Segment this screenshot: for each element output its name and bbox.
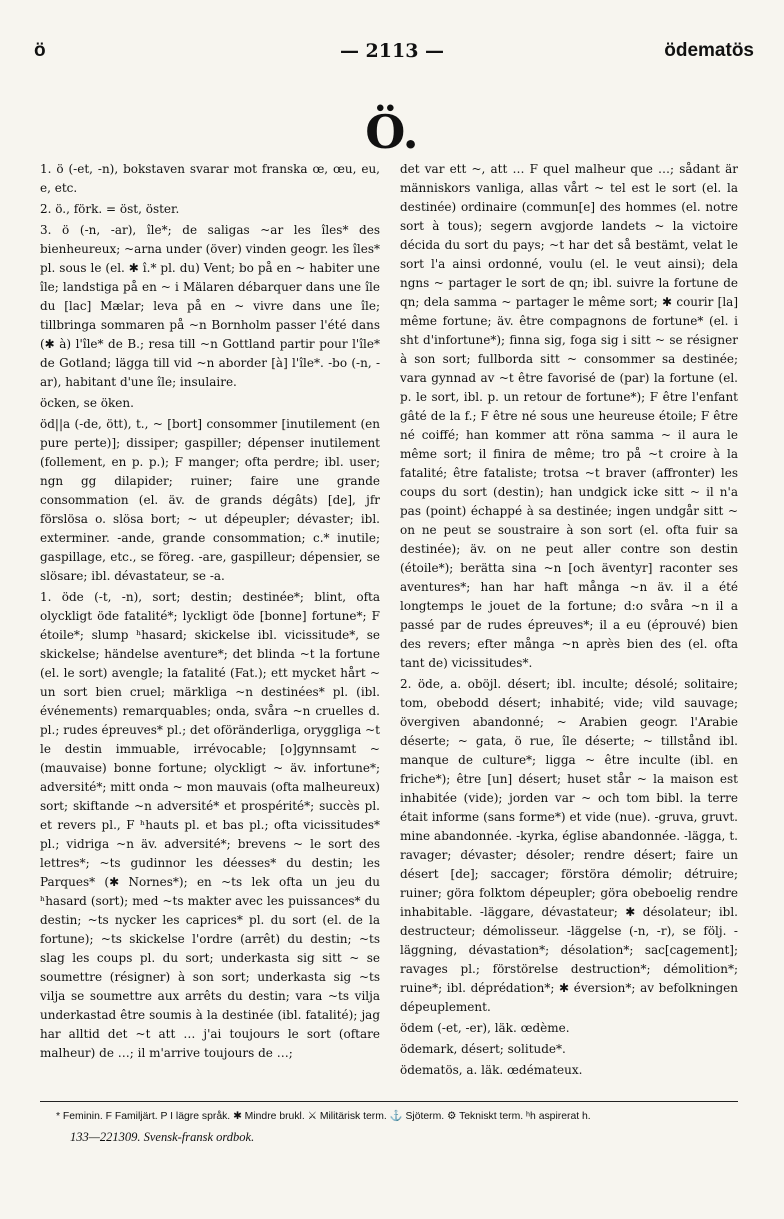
entry: ödemark, désert; solitude*. <box>400 1042 566 1056</box>
header-page-number: — 2113 — <box>339 40 445 62</box>
entry: 2. ö., förk. = öst, öster. <box>40 202 180 216</box>
entry: öd||a (-de, ött), t., ~ [bort] consommer [inutilement (en pure perte)]; dissiper; gaspiller; dépenser inutilement (follement, en p. p.); F manger; ofta perdre; ibl. user; ngn gg dilapider; ruiner; faire une grande consommation (el. äv. de grands dégâts) [de], jfr förslösa o. slösa bort; ~ ut dépeupler; dévaster; ibl. exterminer. -ande, grande consommation; c.* inutile; gaspillage, etc., se föreg. -are, gaspilleur; dépensier, se slösare; ibl. dévastateur, se -a. <box>40 417 380 583</box>
section-letter: Ö. <box>365 105 419 159</box>
entry: 3. ö (-n, -ar), île*; de saligas ~ar les îles* des bienheureux; ~arna under (över) vinden geogr. les îles* pl. sous le (el. ✱ î.* pl. du) Vent; bo på en ~ habiter une île; landstiga på en ~ i Mälaren débarquer dans une île du [lac] Mælar; leva på en ~ vivre dans une île; tillbringa sommaren på ~n Bornholm passer l'été dans (✱ à) l'île* de B.; resa till ~n Gottland partir pour l'île* de Gotland; lägga till vid ~n aborder [à] l'île*. -bo (-n, -ar), habitant d'une île; insulaire. <box>40 223 380 389</box>
entry: 1. ö (-et, -n), bokstaven svarar mot franska œ, œu, eu, e, etc. <box>40 162 380 195</box>
entry: 1. öde (-t, -n), sort; destin; destinée*; blint, ofta olyckligt öde fatalité*; lyckligt öde [bonne] fortune*; F étoile*; slump ʰhasard; skickelse ibl. vicissitude*, se skickelse; händelse aventure*; det blinda ~t la fortune (el. le sort) avengle; la fatalité (Fat.); ett mycket hårt ~ un sort bien cruel; märkliga ~n destinées* pl. (ibl. événements) remarquables; onda, svåra ~n cruelles d. pl.; rudes épreuves* pl.; det oföränderliga, oryggliga ~t le destin immuable, irrévocable; [o]gynnsamt ~ (mauvaise) bonne fortune; olyckligt ~ äv. infortune*; adversité*; mitt onda ~ mon mauvais (ofta malheureux) sort; skiftande ~n adversité* et prospérité*; succès pl. et revers pl., F ʰhauts pl. et bas pl.; ofta vicissitudes* pl.; vidriga ~n äv. adversité*; brevens ~ le sort des lettres*; ~ts gudinnor les déesses* du destin; les Parques* (✱ Nornes*); en ~ts lek ofta un jeu du ʰhasard (sort); med ~ts makter avec les puissances* du destin; ~ts nycker les caprices* pl. du sort (el. de la fortune); ~ts skickelse l'ordre (arrêt) du destin; ~ts slag les coups pl. du sort; underkasta sig sitt ~ se soumettre (résigner) à son sort; underkasta sig ~ts vilja se soumettre aux arrêts du destin; vara ~ts vilja underkastad être soumis à la destinée (ibl. fatalité); jag har alltid det ~t att … j'ai toujours le sort (oftare malheur) de …; il m'arrive toujours de …; <box>40 590 380 1060</box>
entry: 2. öde, a. oböjl. désert; ibl. inculte; désolé; solitaire; tom, obebodd désert; inhabité; vide; vild sauvage; övergiven abandonné; ~ Arabien geogr. l'Arabie déserte; ~ gata, ö rue, île déserte; ~ tillstånd ibl. manque de culture*; ligga ~ être inculte (ibl. en friche*); être [un] désert; huset står ~ la maison est inhabitée (vide); jorden var ~ och tom bibl. la terre était informe (sans forme*) et vide (nue). -gruva, gruvt. mine abandonnée. -kyrka, église abandonnée. -lägga, t. ravager; dévaster; désoler; rendre désert; faire un désert [de]; saccager; förstöra démolir; détruire; ruiner; göra folktom dépeupler; göra obeboelig rendre inhabitable. -läggare, dévastateur; ✱ désolateur; ibl. destructeur; démolisseur. -läggelse (-n, -r), se följ. -läggning, dévastation*; désolation*; sac[cagement]; ravages pl.; förstörelse destruction*; démolition*; ruine*; ibl. déprédation*; ✱ éversion*; av befolkningen dépeuplement. <box>400 677 738 1014</box>
page-footer: 133—221309. Svensk-fransk ordbok. <box>70 1130 255 1144</box>
page-header <box>30 40 754 70</box>
entry: det var ett ~, att … F quel malheur que …; sådant är människors vanliga, allas vårt ~ tel est le sort (el. la destinée) ordinaire (commun[e] des hommes (el. notre sort à tous); segern avgjorde landets ~ la victoire décida du sort du pays; ~t har det så bestämt, velat le sort l'a ainsi ordonné, voulu (el. le veut ainsi); dela ngns ~ partager le sort de qn; ibl. suivre la fortune de qn; dela samma ~ partager le même sort; ✱ courir [la] même fortune; äv. être compagnons de fortune* (el. i sht d'infortune*); finna sig, foga sig i sitt ~ se résigner à son sort; fullborda sitt ~ consommer sa destinée; vara gynnad av ~t être favorisé de (par) la fortune (el. p. le sort, ibl. p. un retour de fortune*); F être l'enfant gâté de la f.; F être né sous une heureuse étoile; F être né coiffé; han kommer att röna samma ~ il aura le même sort; il finira de même; tro på ~t croire à la fatalité; être fataliste; trotsa ~t braver (affronter) les coups du sort (destin); han undgick icke sitt ~ il n'a pas (point) échappé à sa destinée; ingen undgår sitt ~ on ne peut se soustraire à son sort (el. ofta fuir sa destinée); äv. on ne peut aller contre son destin (étoile*); berätta sina ~n [och äventyr] raconter ses aventures*; han har haft många ~n äv. il a été longtemps le jouet de la fortune; d:o svåra ~n il a passé par de rudes épreuves*; il a eu (éprouvé) bien des revers; efter många ~n après bien des (el. ofta tant de) vicissitudes*. <box>400 162 738 670</box>
left-column <box>40 160 380 1065</box>
entry: ödematös, a. läk. œdémateux. <box>400 1063 583 1077</box>
right-column <box>400 160 738 1082</box>
header-right-guideword: ödematös <box>664 40 754 61</box>
header-left-guideword: ö <box>34 40 46 61</box>
footnote-divider <box>40 1101 738 1102</box>
entry: öcken, se öken. <box>40 396 134 410</box>
entry: ödem (-et, -er), läk. œdème. <box>400 1021 570 1035</box>
abbreviation-legend: * Feminin. F Familjärt. P I lägre språk. ✱ Mindre brukl. ⚔ Militärisk term. ⚓ Sjöterm. ⚙ Tekniskt term. ʰh aspirerat h. <box>56 1111 591 1122</box>
